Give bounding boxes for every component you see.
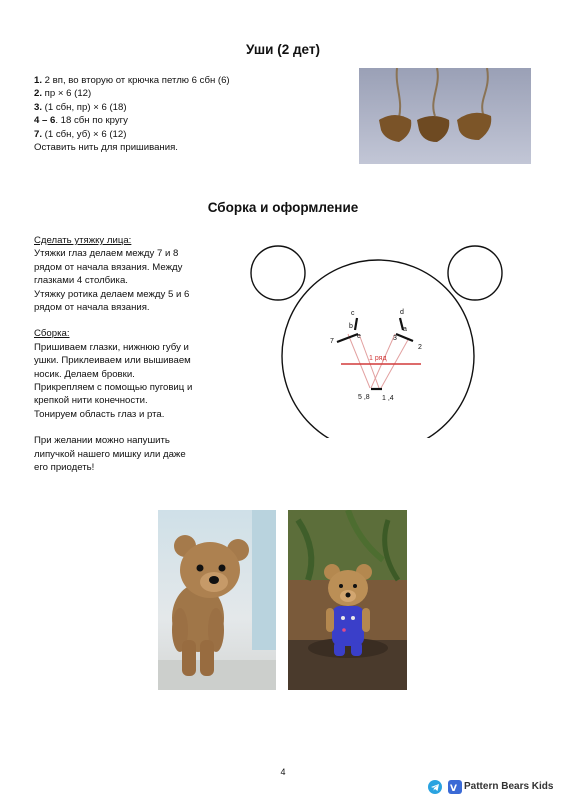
extra-line: его приодеть! (34, 462, 95, 474)
label-7: 7 (330, 338, 334, 345)
ears-instructions (34, 74, 230, 154)
vk-icon (448, 780, 462, 794)
build-line: Прикрепляем с помощью пуговиц и (34, 382, 193, 394)
label-row1: 1 ряд (369, 355, 387, 362)
label-c: c (351, 310, 355, 317)
brand-watermark: Pattern Bears Kids (464, 781, 554, 792)
label-a: a (403, 326, 407, 333)
build-line: Пришиваем глазки, нижнюю губу и (34, 341, 189, 353)
label-2: 2 (418, 344, 422, 351)
build-line: крепкой нити конечности. (34, 395, 148, 407)
face-line: рядом от начала вязания. (34, 302, 150, 314)
build-heading: Сборка: (34, 328, 70, 340)
page-number: 4 (280, 767, 286, 777)
ears-title: Уши (2 дет) (246, 42, 320, 57)
svg-text:V: V (450, 784, 457, 794)
face-heading: Сделать утяжку лица: (34, 235, 132, 246)
ears-row-2: 2. пр × 6 (12) (34, 88, 92, 100)
build-line: ушки. Приклеиваем или вышиваем (34, 355, 191, 367)
ear-circle-left (251, 246, 305, 300)
face-line: рядом от начала вязания. Между (34, 261, 183, 273)
face-line: глазками 4 столбика. (34, 275, 128, 287)
ears-row-4: 4 – 6. 18 сбн по кругу (34, 115, 128, 127)
bear-photo-right (288, 510, 407, 690)
assembly-title: Сборка и оформление (207, 200, 359, 215)
face-line: Утяжку ротика делаем между 5 и 6 (34, 288, 190, 300)
ears-row-3: 3. (1 сбн, пр) × 6 (18) (34, 101, 127, 113)
build-line: Тонируем область глаз и рта. (34, 408, 165, 420)
label-3: 3 (393, 335, 397, 342)
label-d: d (400, 309, 404, 316)
label-e: e (357, 333, 361, 340)
extra-line: липучкой нашего мишку или даже (34, 448, 186, 460)
label-bottom-right: 1 ,4 (382, 395, 394, 402)
face-diagram (245, 238, 525, 438)
face-line: Утяжки глаз делаем между 7 и 8 (34, 248, 179, 260)
head-circle (282, 260, 474, 438)
bear-photo-left (158, 510, 276, 690)
assembly-text (34, 234, 192, 475)
telegram-icon (428, 780, 442, 794)
ears-row-5: 7. (1 сбн, уб) × 6 (12) (34, 128, 127, 140)
ears-photo (359, 68, 531, 164)
extra-line: При желании можно напушить (34, 435, 170, 447)
ears-row-1: 1. 2 вп, во вторую от крючка петлю 6 сбн (6) (34, 75, 230, 86)
ears-note: Оставить нить для пришивания. (34, 142, 178, 154)
build-line: носик. Делаем бровки. (34, 368, 135, 380)
label-b: b (349, 323, 353, 330)
label-bottom-left: 5 ,8 (358, 394, 370, 401)
ear-circle-right (448, 246, 502, 300)
